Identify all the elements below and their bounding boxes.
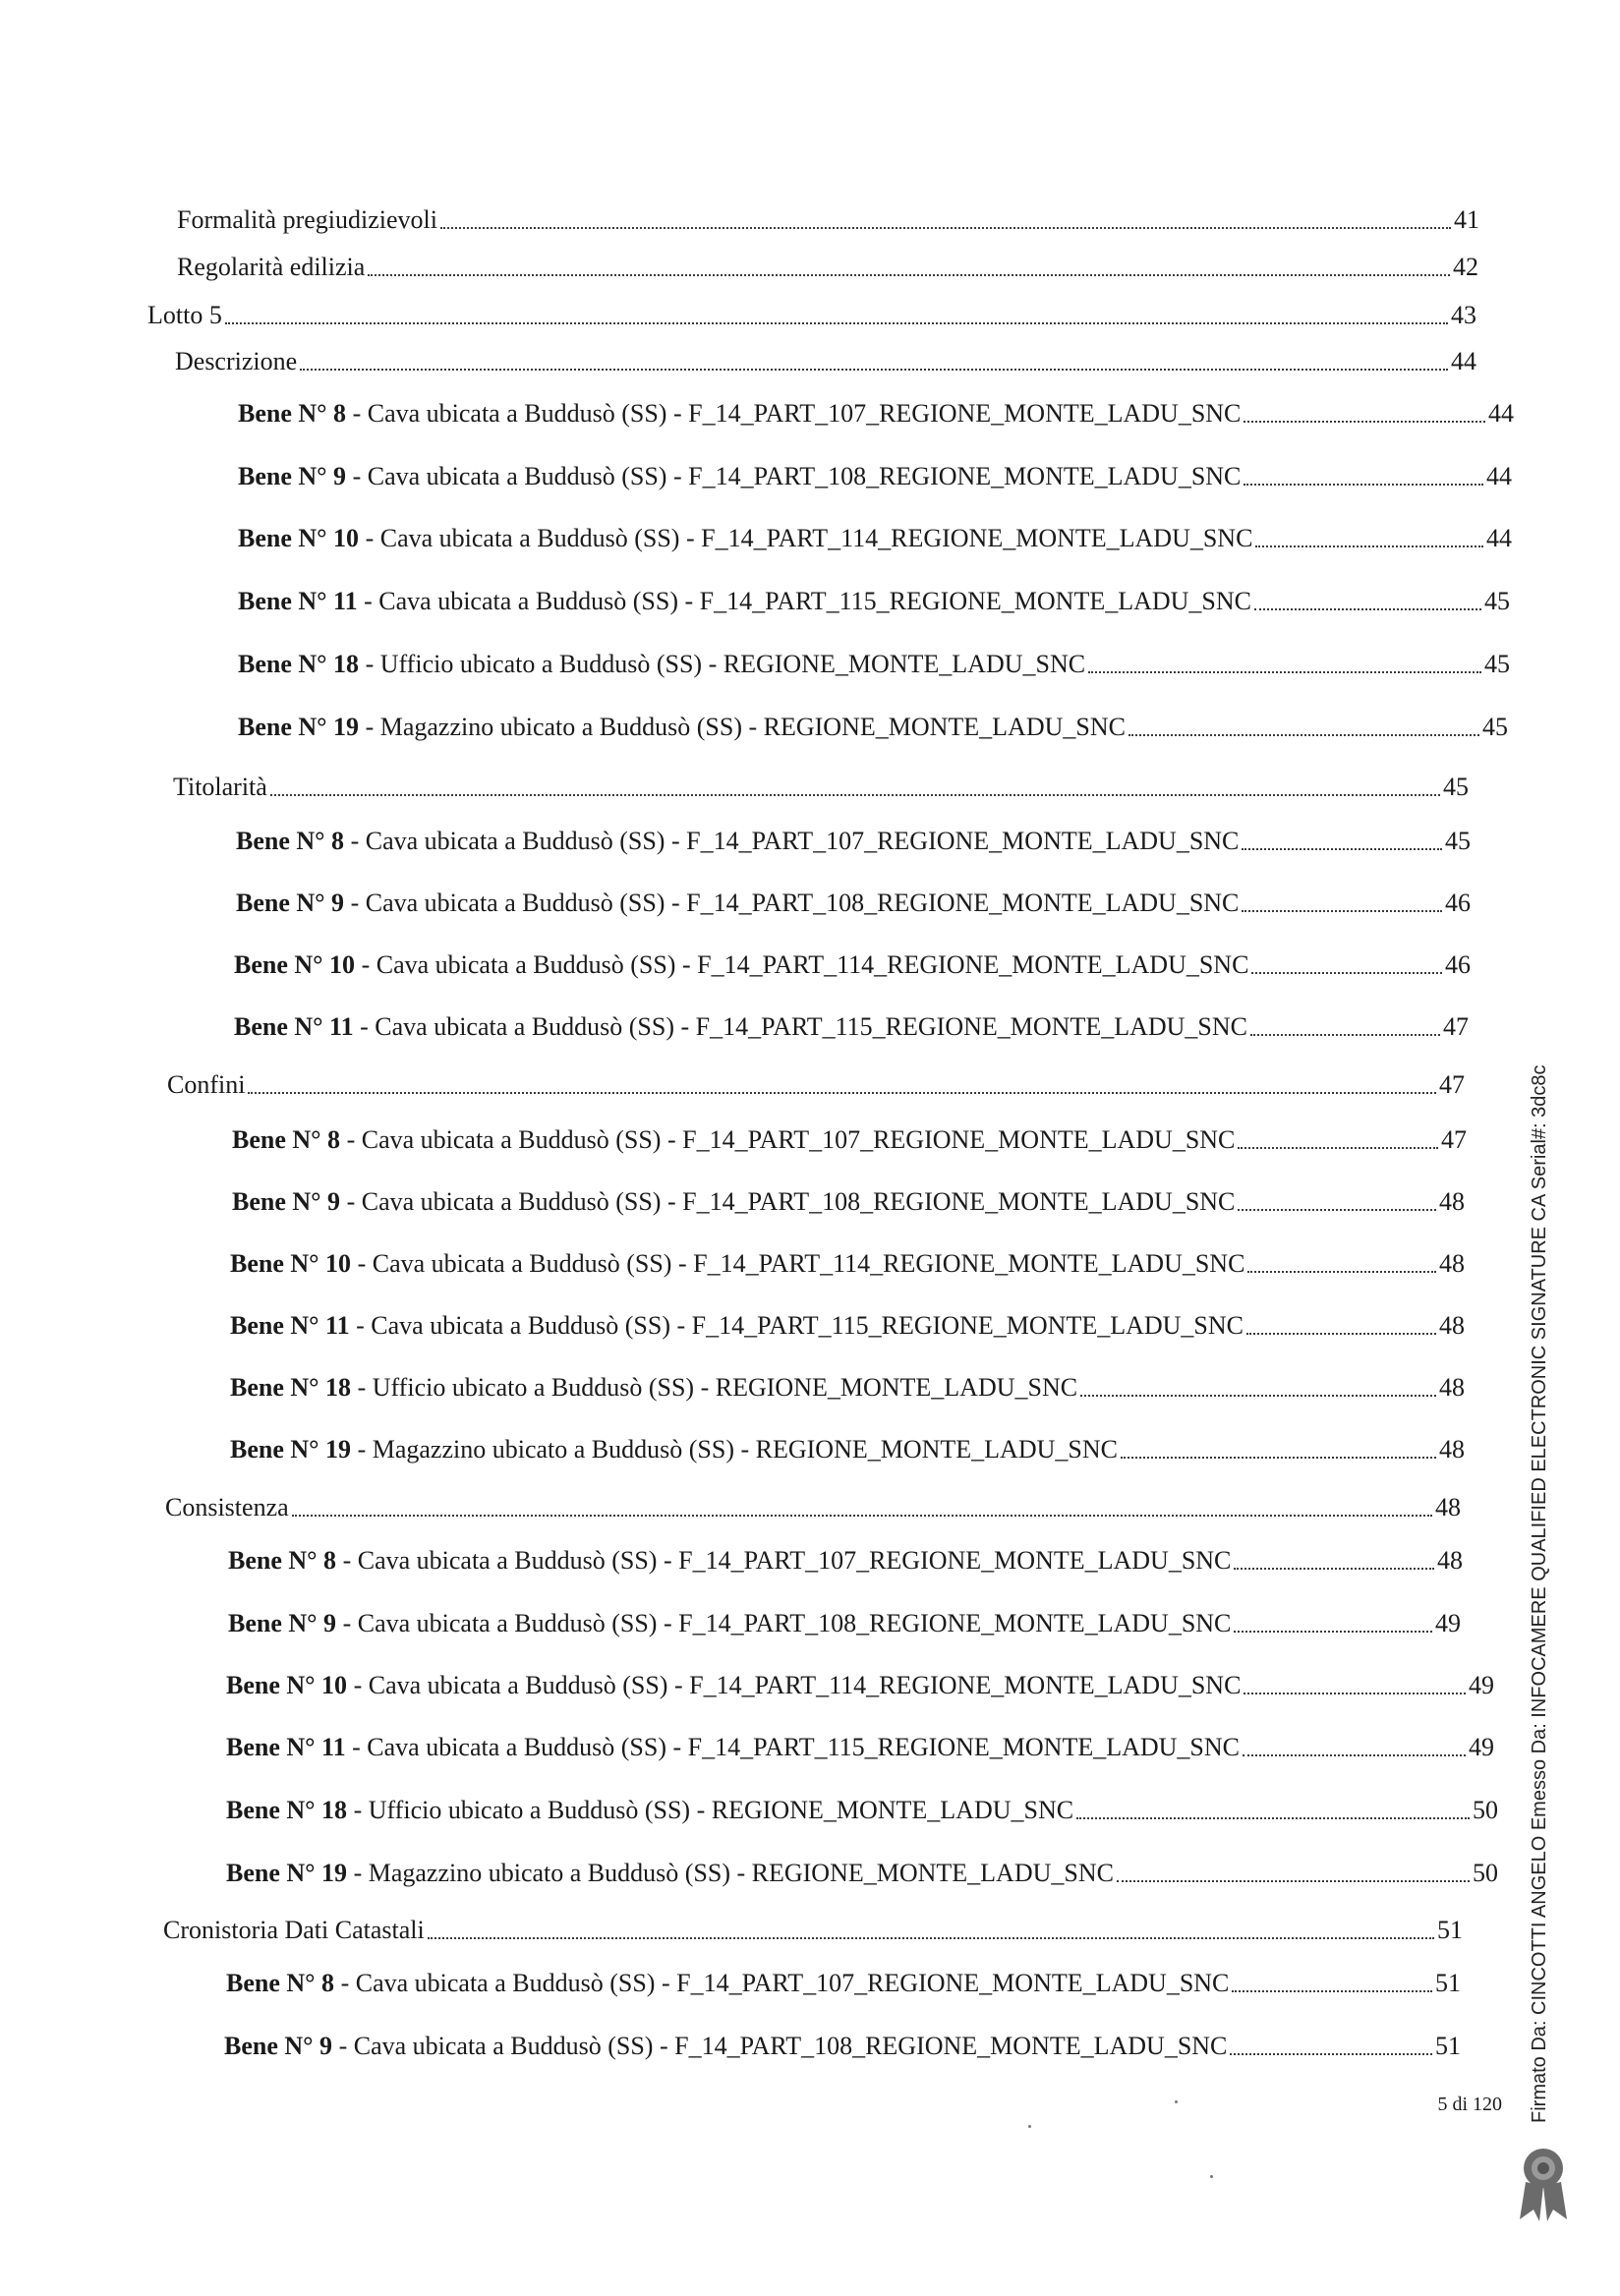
toc-entry-title bbox=[226, 1968, 1229, 1999]
toc-entry-title bbox=[226, 1795, 1073, 1826]
toc-entry-text: Consistenza bbox=[165, 1493, 289, 1521]
toc-entry-text: - Cava ubicata a Buddusò (SS) - F_14_PART_107_REGIONE_MONTE_LADU_SNC bbox=[334, 1969, 1230, 1997]
toc-page-number: 48 bbox=[1439, 1311, 1465, 1340]
toc-page-number: 49 bbox=[1469, 1733, 1494, 1761]
toc-entry-label: Bene N° 11 bbox=[238, 587, 358, 615]
toc-page-number: 48 bbox=[1439, 1187, 1465, 1216]
toc-entry-title bbox=[232, 1186, 1235, 1218]
toc-entry-title bbox=[163, 1915, 425, 1946]
dot-leader bbox=[1088, 669, 1481, 673]
toc-subentry[interactable] bbox=[226, 1795, 1498, 1826]
toc-subentry[interactable] bbox=[224, 2031, 1461, 2062]
dot-leader bbox=[1250, 1032, 1440, 1036]
toc-subentry[interactable] bbox=[238, 398, 1514, 430]
toc-entry-label: Bene N° 11 bbox=[230, 1311, 350, 1340]
toc-entry-title bbox=[175, 346, 297, 377]
toc-page-number: 48 bbox=[1435, 1493, 1461, 1521]
toc-subentry[interactable] bbox=[228, 1608, 1461, 1639]
toc-entry-text: Lotto 5 bbox=[147, 301, 222, 329]
dot-leader bbox=[1076, 1815, 1470, 1819]
toc-page-number: 44 bbox=[1488, 399, 1514, 428]
toc-entry-text: - Magazzino ubicato a Buddusò (SS) - REGIONE_MONTE_LADU_SNC bbox=[351, 1435, 1118, 1464]
toc-entry-text: - Cava ubicata a Buddusò (SS) - F_14_PART_115_REGIONE_MONTE_LADU_SNC bbox=[357, 587, 1251, 615]
dot-leader bbox=[1234, 1629, 1432, 1633]
scan-speck bbox=[1028, 2125, 1031, 2128]
toc-entry-label: Bene N° 11 bbox=[234, 1012, 354, 1041]
toc-entry-text: Cronistoria Dati Catastali bbox=[163, 1916, 425, 1944]
toc-subentry[interactable] bbox=[230, 1248, 1465, 1280]
toc-entry-text: Regolarità edilizia bbox=[177, 253, 366, 281]
toc-entry-text: - Cava ubicata a Buddusò (SS) - F_14_PART_115_REGIONE_MONTE_LADU_SNC bbox=[349, 1311, 1244, 1340]
toc-entry-title bbox=[165, 1492, 289, 1523]
toc-entry-label: Bene N° 8 bbox=[236, 827, 345, 855]
toc-page-number: 42 bbox=[1453, 253, 1478, 281]
toc-subentry[interactable] bbox=[238, 586, 1510, 617]
toc-subentry[interactable] bbox=[226, 1732, 1494, 1763]
dot-leader bbox=[248, 1090, 1436, 1094]
dot-leader bbox=[1255, 544, 1483, 547]
toc-entry-title bbox=[230, 1372, 1077, 1404]
toc-entry-title bbox=[230, 1434, 1118, 1465]
toc-entry-text: - Cava ubicata a Buddusò (SS) - F_14_PART_114_REGIONE_MONTE_LADU_SNC bbox=[359, 524, 1253, 552]
dot-leader bbox=[1242, 908, 1442, 912]
dot-leader bbox=[1244, 1691, 1466, 1694]
dot-leader bbox=[440, 225, 1451, 229]
toc-entry-title bbox=[234, 1011, 1247, 1043]
toc-subentry[interactable] bbox=[230, 1310, 1465, 1342]
toc-entry-label: Bene N° 18 bbox=[230, 1373, 352, 1402]
toc-entry-text: - Cava ubicata a Buddusò (SS) - F_14_PART_108_REGIONE_MONTE_LADU_SNC bbox=[332, 2032, 1228, 2060]
toc-entry-title bbox=[224, 2031, 1227, 2062]
toc-entry[interactable] bbox=[163, 1915, 1463, 1946]
toc-entry-text: - Cava ubicata a Buddusò (SS) - F_14_PART_115_REGIONE_MONTE_LADU_SNC bbox=[353, 1012, 1247, 1041]
toc-entry-label: Bene N° 8 bbox=[226, 1969, 335, 1997]
toc-entry-label: Bene N° 19 bbox=[226, 1859, 348, 1887]
toc-entry-label: Bene N° 11 bbox=[226, 1733, 346, 1761]
toc-page-number: 48 bbox=[1439, 1435, 1465, 1464]
toc-entry-title bbox=[226, 1670, 1241, 1701]
toc-entry-label: Bene N° 9 bbox=[224, 2032, 333, 2060]
toc-page-number: 45 bbox=[1482, 713, 1508, 741]
toc-subentry[interactable] bbox=[238, 649, 1510, 680]
toc-entry-text: - Magazzino ubicato a Buddusò (SS) - REGIONE_MONTE_LADU_SNC bbox=[347, 1859, 1114, 1887]
toc-page-number: 46 bbox=[1445, 889, 1471, 917]
toc-entry-label: Bene N° 19 bbox=[238, 713, 360, 741]
toc-entry[interactable] bbox=[165, 1492, 1461, 1523]
toc-entry-text: Formalità pregiudizievoli bbox=[177, 205, 437, 234]
dot-leader bbox=[1238, 1145, 1438, 1149]
toc-entry-title bbox=[230, 1310, 1244, 1342]
dot-leader bbox=[300, 367, 1448, 371]
page-number: 5 di 120 bbox=[1437, 2094, 1502, 2115]
dot-leader bbox=[1243, 1752, 1466, 1756]
toc-entry-text: - Cava ubicata a Buddusò (SS) - F_14_PART_107_REGIONE_MONTE_LADU_SNC bbox=[336, 1546, 1232, 1575]
dot-leader bbox=[1117, 1878, 1470, 1882]
dot-leader bbox=[225, 320, 1448, 324]
toc-entry-title bbox=[238, 586, 1251, 617]
toc-entry-text: - Cava ubicata a Buddusò (SS) - F_14_PART_107_REGIONE_MONTE_LADU_SNC bbox=[346, 399, 1242, 428]
dot-leader bbox=[1128, 732, 1479, 736]
toc-page-number: 50 bbox=[1473, 1859, 1498, 1887]
toc-page-number: 41 bbox=[1454, 205, 1479, 234]
scan-speck bbox=[1210, 2175, 1213, 2178]
toc-entry-title bbox=[238, 649, 1085, 680]
toc-subentry[interactable] bbox=[226, 1858, 1498, 1889]
toc-entry-label: Bene N° 8 bbox=[238, 399, 347, 428]
toc-entry-text: - Cava ubicata a Buddusò (SS) - F_14_PART_114_REGIONE_MONTE_LADU_SNC bbox=[355, 950, 1249, 979]
toc-page-number: 48 bbox=[1439, 1373, 1465, 1402]
toc-entry-label: Bene N° 10 bbox=[226, 1671, 348, 1699]
dot-leader bbox=[292, 1513, 1432, 1517]
toc-entry-title bbox=[226, 1858, 1114, 1889]
toc-entry-label: Bene N° 10 bbox=[234, 950, 356, 979]
toc-subentry[interactable] bbox=[226, 1968, 1461, 1999]
toc-page-number: 48 bbox=[1437, 1546, 1463, 1575]
toc-subentry[interactable] bbox=[238, 461, 1512, 492]
dot-leader bbox=[1246, 1331, 1436, 1335]
toc-entry[interactable] bbox=[147, 300, 1476, 331]
toc-entry-title bbox=[228, 1545, 1231, 1577]
toc-entry[interactable] bbox=[167, 1069, 1465, 1101]
toc-entry-title bbox=[230, 1248, 1244, 1280]
toc-entry-text: Descrizione bbox=[175, 347, 298, 375]
toc-page-number: 51 bbox=[1435, 2032, 1461, 2060]
toc-page-number: 49 bbox=[1435, 1609, 1461, 1637]
toc-subentry[interactable] bbox=[236, 826, 1471, 857]
toc-entry-label: Bene N° 18 bbox=[238, 650, 360, 678]
toc-subentry[interactable] bbox=[236, 888, 1471, 919]
toc-page-number: 44 bbox=[1486, 524, 1512, 552]
dot-leader bbox=[270, 792, 1440, 796]
toc-subentry[interactable] bbox=[232, 1124, 1467, 1156]
toc-page-number: 51 bbox=[1437, 1916, 1463, 1944]
toc-entry-title bbox=[226, 1732, 1240, 1763]
toc-entry-label: Bene N° 9 bbox=[236, 889, 345, 917]
dot-leader bbox=[1234, 1566, 1434, 1570]
toc-entry-title bbox=[238, 398, 1241, 430]
toc-entry-title bbox=[167, 1069, 245, 1101]
toc-page-number: 50 bbox=[1473, 1796, 1498, 1824]
dot-leader bbox=[1080, 1393, 1436, 1397]
toc-entry-label: Bene N° 8 bbox=[228, 1546, 337, 1575]
toc-entry-text: - Cava ubicata a Buddusò (SS) - F_14_PART_114_REGIONE_MONTE_LADU_SNC bbox=[351, 1249, 1245, 1278]
dot-leader bbox=[428, 1935, 1434, 1939]
toc-subentry[interactable] bbox=[228, 1545, 1463, 1577]
toc-entry-label: Bene N° 9 bbox=[232, 1187, 341, 1216]
toc-page-number: 45 bbox=[1445, 827, 1471, 855]
toc-subentry[interactable] bbox=[232, 1186, 1465, 1218]
toc-entry-label: Bene N° 19 bbox=[230, 1435, 352, 1464]
dot-leader bbox=[1244, 482, 1483, 486]
toc-page-number: 44 bbox=[1486, 462, 1512, 490]
toc-entry-label: Bene N° 18 bbox=[226, 1796, 348, 1824]
toc-entry-title bbox=[173, 772, 267, 803]
toc-entry-text: - Cava ubicata a Buddusò (SS) - F_14_PART_115_REGIONE_MONTE_LADU_SNC bbox=[345, 1733, 1240, 1761]
toc-entry-text: - Cava ubicata a Buddusò (SS) - F_14_PART_108_REGIONE_MONTE_LADU_SNC bbox=[344, 889, 1240, 917]
toc-entry[interactable] bbox=[177, 204, 1479, 236]
toc-entry-title bbox=[238, 461, 1241, 492]
toc-subentry[interactable] bbox=[238, 712, 1508, 743]
dot-leader bbox=[368, 272, 1450, 276]
toc-subentry[interactable] bbox=[234, 949, 1471, 981]
toc-page-number: 47 bbox=[1441, 1125, 1467, 1154]
toc-page-number: 47 bbox=[1443, 1012, 1469, 1041]
toc-subentry[interactable] bbox=[226, 1670, 1494, 1701]
toc-page-number: 45 bbox=[1484, 587, 1510, 615]
signature-seal-icon bbox=[1512, 2143, 1575, 2223]
toc-entry-title bbox=[232, 1124, 1235, 1156]
digital-signature-text: Firmato Da: CINCOTTI ANGELO Emesso Da: INFOCAMERE QUALIFIED ELECTRONIC SIGNATURE CA Serial#: 3dc8c bbox=[1529, 1064, 1550, 2123]
toc-entry-label: Bene N° 10 bbox=[230, 1249, 352, 1278]
toc-entry-text: - Cava ubicata a Buddusò (SS) - F_14_PART_114_REGIONE_MONTE_LADU_SNC bbox=[347, 1671, 1242, 1699]
toc-entry-title bbox=[147, 300, 222, 331]
toc-entry-text: - Cava ubicata a Buddusò (SS) - F_14_PART_107_REGIONE_MONTE_LADU_SNC bbox=[340, 1125, 1236, 1154]
toc-entry-text: - Cava ubicata a Buddusò (SS) - F_14_PART_108_REGIONE_MONTE_LADU_SNC bbox=[346, 462, 1242, 490]
toc-subentry[interactable] bbox=[230, 1434, 1465, 1465]
toc-entry-title bbox=[238, 712, 1126, 743]
toc-entry-title bbox=[236, 888, 1239, 919]
toc-page-number: 51 bbox=[1435, 1969, 1461, 1997]
toc-entry-text: - Cava ubicata a Buddusò (SS) - F_14_PART_107_REGIONE_MONTE_LADU_SNC bbox=[344, 827, 1240, 855]
toc-entry-text: - Cava ubicata a Buddusò (SS) - F_14_PART_108_REGIONE_MONTE_LADU_SNC bbox=[340, 1187, 1236, 1216]
toc-entry-text: Confini bbox=[167, 1070, 246, 1099]
dot-leader bbox=[1238, 1207, 1436, 1211]
dot-leader bbox=[1254, 606, 1481, 610]
toc-subentry[interactable] bbox=[238, 523, 1512, 554]
toc-page-number: 44 bbox=[1451, 347, 1476, 375]
toc-entry[interactable] bbox=[177, 252, 1478, 283]
toc-entry-text: - Ufficio ubicato a Buddusò (SS) - REGIONE_MONTE_LADU_SNC bbox=[351, 1373, 1078, 1402]
toc-entry-text: Titolarità bbox=[173, 773, 267, 801]
dot-leader bbox=[1247, 1269, 1436, 1273]
toc-entry-label: Bene N° 8 bbox=[232, 1125, 341, 1154]
toc-entry-title bbox=[228, 1608, 1231, 1639]
toc-entry-label: Bene N° 9 bbox=[228, 1609, 337, 1637]
toc-entry-text: - Ufficio ubicato a Buddusò (SS) - REGIONE_MONTE_LADU_SNC bbox=[347, 1796, 1074, 1824]
dot-leader bbox=[1230, 2051, 1432, 2055]
toc-page-number: 49 bbox=[1469, 1671, 1494, 1699]
toc-entry-text: - Magazzino ubicato a Buddusò (SS) - REGIONE_MONTE_LADU_SNC bbox=[359, 713, 1126, 741]
toc-page-number: 43 bbox=[1451, 301, 1476, 329]
toc-entry-title bbox=[177, 252, 365, 283]
toc-subentry[interactable] bbox=[230, 1372, 1465, 1404]
dot-leader bbox=[1242, 846, 1442, 850]
dot-leader bbox=[1244, 419, 1485, 423]
toc-entry[interactable] bbox=[173, 772, 1469, 803]
toc-entry-text: - Cava ubicata a Buddusò (SS) - F_14_PART_108_REGIONE_MONTE_LADU_SNC bbox=[336, 1609, 1232, 1637]
toc-page-number: 45 bbox=[1443, 773, 1469, 801]
scan-speck bbox=[1175, 2100, 1178, 2103]
toc-entry-label: Bene N° 9 bbox=[238, 462, 347, 490]
dot-leader bbox=[1232, 1988, 1432, 1992]
toc-subentry[interactable] bbox=[234, 1011, 1469, 1043]
dot-leader bbox=[1251, 970, 1442, 974]
toc-page-number: 47 bbox=[1439, 1070, 1465, 1099]
toc-entry-title bbox=[238, 523, 1252, 554]
toc-page-number: 45 bbox=[1484, 650, 1510, 678]
toc-entry-title bbox=[234, 949, 1248, 981]
toc-entry-label: Bene N° 10 bbox=[238, 524, 360, 552]
toc-page-number: 46 bbox=[1445, 950, 1471, 979]
toc-entry[interactable] bbox=[175, 346, 1476, 377]
dot-leader bbox=[1121, 1455, 1436, 1459]
toc-page-number: 48 bbox=[1439, 1249, 1465, 1278]
toc-entry-title bbox=[177, 204, 437, 236]
toc-entry-title bbox=[236, 826, 1239, 857]
toc-entry-text: - Ufficio ubicato a Buddusò (SS) - REGIONE_MONTE_LADU_SNC bbox=[359, 650, 1086, 678]
